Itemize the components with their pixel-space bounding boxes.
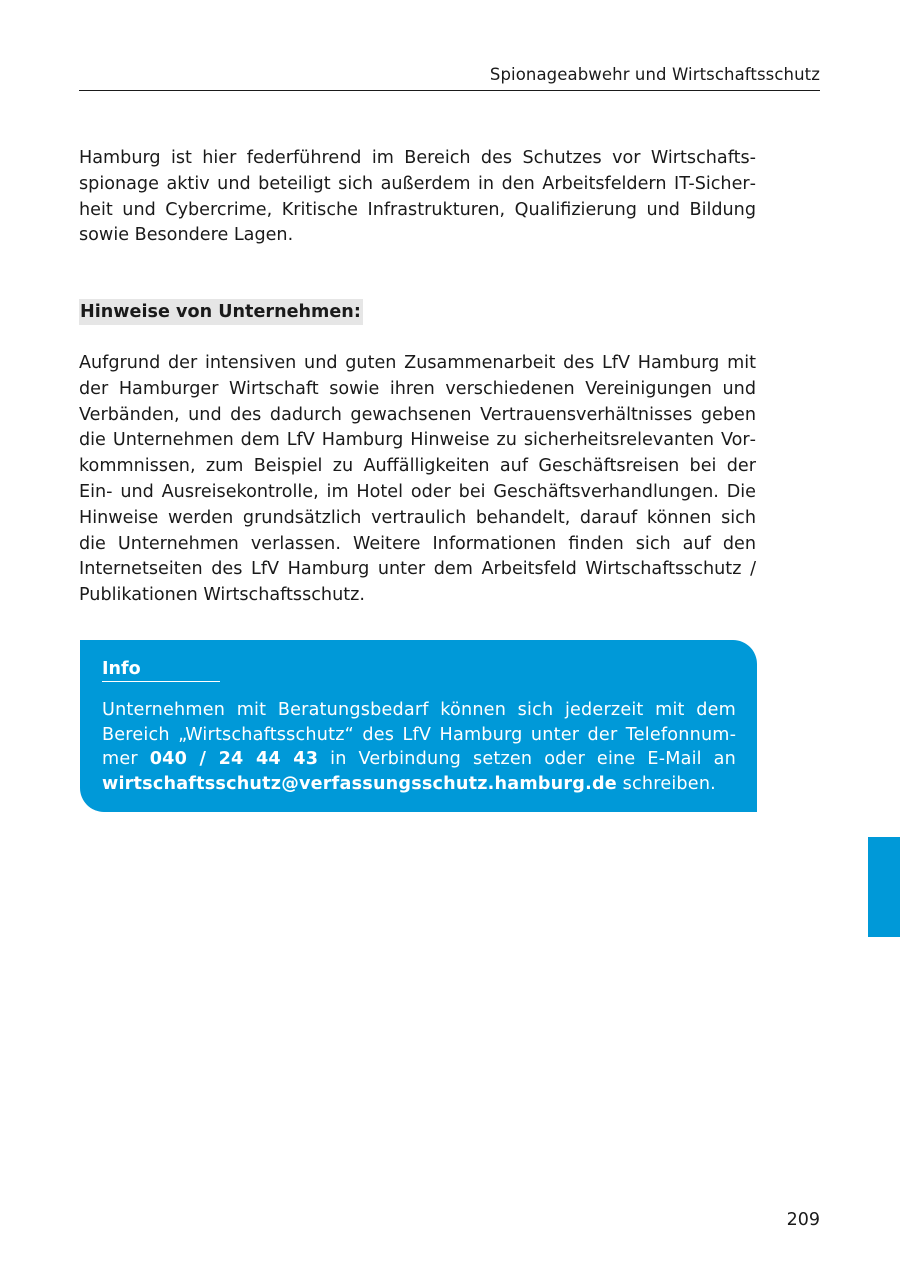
info-text-part-3: schreiben.: [616, 773, 716, 794]
body-paragraph-2: Aufgrund der intensiven und guten Zusammenarbeit des LfV Hamburg mit der Hamburger Wirtschaft sowie ihren verschiedenen Vereinigungen und Verbänden, und des dadurch gewachsenen Vertrauensverhältnisses geben die Unternehmen dem LfV Hamburg Hinweise zu sicherheitsrelevanten Vorkommnissen, zum Beispiel zu Auffälligkeiten auf Geschäftsreisen bei der Ein- und Ausreisekontrolle, im Hotel oder bei Geschäftsverhandlungen. Die Hinweise werden grundsätzlich vertraulich behandelt, darauf können sich die Unternehmen verlassen. Weitere Informationen finden sich auf den Internetseiten des LfV Hamburg unter dem Arbeitsfeld Wirtschaftsschutz / Publikationen Wirtschaftsschutz.: [79, 353, 756, 606]
body-paragraph-1: Hamburg ist hier federführend im Bereich des Schutzes vor Wirtschaftsspionage aktiv und beteiligt sich außerdem in den Arbeitsfeldern IT-Sicherheit und Cybercrime, Kritische Infrastrukturen, Qualifizierung und Bildung sowie Besondere Lagen.: [79, 148, 756, 246]
info-box-text: [102, 698, 736, 796]
info-box: [80, 640, 757, 812]
info-text-part-1: Unternehmen mit Beratungsbedarf können sich jederzeit mit dem Bereich „Wirtschaftsschutz“ des LfV Hamburg unter der Telefonnummer: [102, 700, 736, 769]
section-heading: Hinweise von Unternehmen:: [79, 299, 363, 325]
running-header: Spionageabwehr und Wirtschaftsschutz: [79, 64, 820, 91]
info-text-part-2: in Verbindung setzen oder eine E-Mail an: [318, 749, 737, 769]
chapter-thumb-tab: [868, 837, 900, 937]
page-number: 209: [786, 1210, 820, 1230]
email-address: wirtschaftsschutz@verfassungsschutz.hamburg.de: [102, 773, 617, 794]
phone-number: 040 / 24 44 43: [149, 749, 319, 769]
info-box-title: Info: [102, 657, 220, 682]
